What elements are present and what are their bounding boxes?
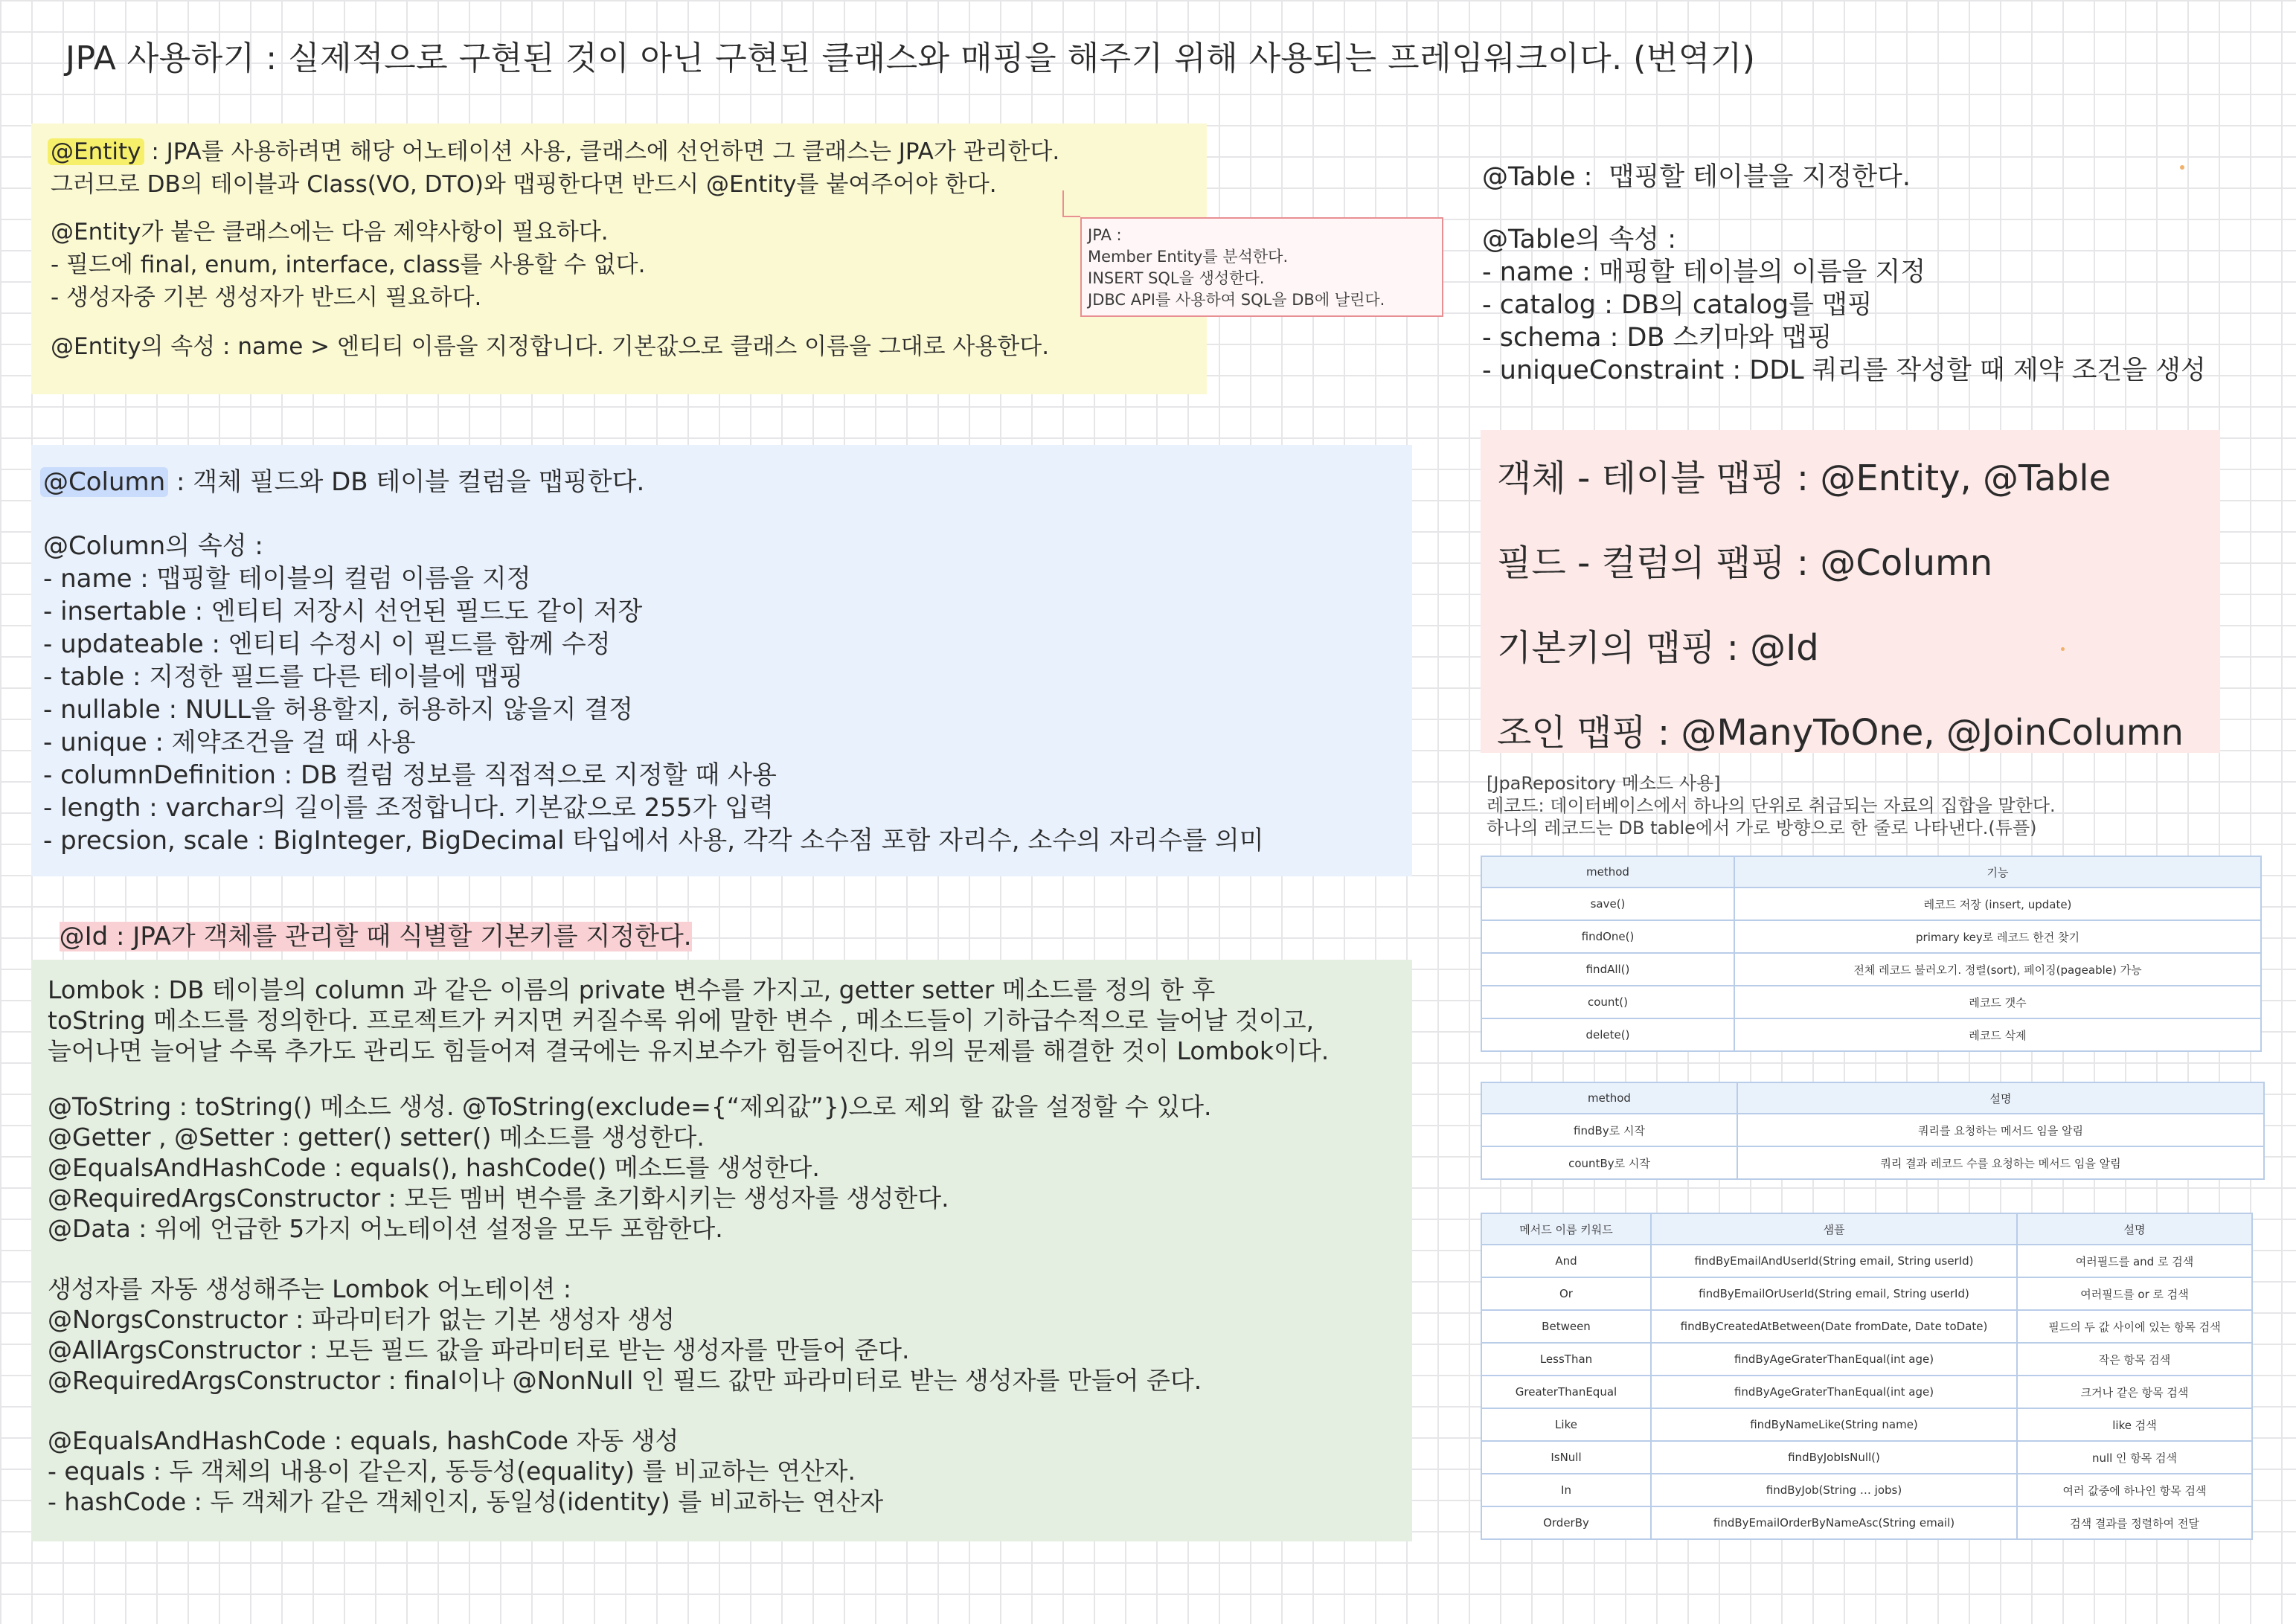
list-item: @Table의 속성 : — [1482, 225, 1676, 254]
note-connector — [1062, 190, 1065, 217]
table-row: countBy로 시작 쿼리 결과 레코드 수를 요청하는 메서드 임을 알림 — [1481, 1146, 2264, 1179]
lombok-text — [48, 975, 1329, 1517]
list-item: - 생성자중 기본 생성자가 반드시 필요하다. — [51, 284, 482, 311]
table-header: 샘플 — [1651, 1213, 2017, 1245]
table-attrs — [1482, 223, 2206, 387]
table-header: 기능 — [1734, 856, 2261, 888]
entity-intro: @Entity : JPA를 사용하려면 해당 어노테이션 사용, 클래스에 선언하면 그 클래스는 JPA가 관리한다. — [51, 135, 1059, 168]
list-item: - catalog : DB의 catalog를 맵핑 — [1482, 290, 1873, 320]
list-item: - unique : 제약조건을 걸 때 사용 — [43, 728, 416, 757]
table-row: OrderBy findByEmailOrderByNameAsc(String email) 검색 결과를 정렬하여 전달 — [1481, 1506, 2252, 1539]
decorative-dot — [2061, 647, 2065, 651]
entity-attr: @Entity의 속성 : name > 엔티티 이름을 지정합니다. 기본값으로 클래스 이름을 그대로 사용한다. — [51, 333, 1050, 360]
lombok-intro — [48, 975, 1329, 1066]
list-item: @EqualsAndHashCode : equals, hashCode 자동 생성 — [48, 1426, 679, 1455]
table-row: And findByEmailAndUserId(String email, String userId) 여러필드를 and 로 검색 — [1481, 1245, 2252, 1277]
entity-line2: 그러므로 DB의 테이블과 Class(VO, DTO)와 맵핑한다면 반드시 @Entity를 붙여주어야 한다. — [51, 171, 997, 198]
table-header: 설명 — [1737, 1082, 2264, 1114]
table-row: Like findByNameLike(String name) like 검색 — [1481, 1408, 2252, 1441]
list-item: - nullable : NULL을 허용할지, 허용하지 않을지 결정 — [43, 695, 633, 725]
list-item: - name : 맵핑할 테이블의 컬럼 이름을 지정 — [43, 564, 531, 594]
table-row: findBy로 시작 쿼리를 요청하는 메서드 임을 알림 — [1481, 1114, 2264, 1146]
list-item: - columnDefinition : DB 컬럼 정보를 직접적으로 지정할 때 사용 — [43, 760, 777, 790]
list-item: @Data : 위에 언급한 5가지 어노테이션 설정을 모두 포함한다. — [48, 1214, 723, 1243]
list-item: - length : varchar의 길이를 조정합니다. 기본값으로 255가 입력 — [43, 793, 774, 823]
method-keyword-table — [1481, 1213, 2253, 1540]
id-line: @Id : JPA가 객체를 관리할 때 식별할 기본키를 지정한다. — [59, 922, 692, 951]
entity-constraints — [51, 216, 1059, 314]
list-item: 생성자를 자동 생성해주는 Lombok 어노테이션 : — [48, 1274, 572, 1303]
table-annotation-section — [1482, 161, 2206, 387]
column-text — [43, 466, 1264, 857]
list-item: - precsion, scale : BigInteger, BigDecimal 타입에서 사용, 각각 소수점 포함 자리수, 소수의 자리수를 의미 — [43, 826, 1264, 856]
table-header: method — [1481, 856, 1734, 888]
entity-text — [51, 135, 1059, 363]
table-row: delete() 레코드 삭제 — [1481, 1018, 2261, 1051]
list-item: - insertable : 엔티티 저장시 선언된 필드도 같이 저장 — [43, 597, 643, 626]
table-row: In findByJob(String … jobs) 여러 값중에 하나인 항목 검색 — [1481, 1474, 2252, 1506]
list-item: - updateable : 엔티티 수정시 이 필드를 함께 수정 — [43, 629, 611, 659]
table-row: LessThan findByAgeGraterThanEqual(int age) 작은 항목 검색 — [1481, 1343, 2252, 1376]
table-row: GreaterThanEqual findByAgeGraterThanEqual(int age) 크거나 같은 항목 검색 — [1481, 1376, 2252, 1408]
list-item: - schema : DB 스키마와 맵핑 — [1482, 323, 1832, 353]
table-row: Or findByEmailOrUserId(String email, String userId) 여러필드를 or 로 검색 — [1481, 1277, 2252, 1310]
mapping-entity: 객체 - 테이블 맵핑 : @Entity, @Table — [1497, 458, 2111, 499]
list-item: - name : 매핑할 테이블의 이름을 지정 — [1482, 257, 1926, 287]
mapping-summary-text — [1497, 436, 2184, 775]
list-item: @RequiredArgsConstructor : 모든 멤버 변수를 초기화시키는 생성자를 생성한다. — [48, 1184, 949, 1213]
list-item: @Getter , @Setter : getter() setter() 메소드를 생성한다. — [48, 1123, 705, 1152]
list-item: toString 메소드를 정의한다. 프로젝트가 커지면 커질수록 위에 말한 변수 , 메소드들이 기하급수적으로 늘어날 것이고, — [48, 1006, 1315, 1035]
list-item: @AllArgsConstructor : 모든 필드 값을 파라미터로 받는 생성자를 만들어 준다. — [48, 1335, 910, 1364]
lombok-constructors — [48, 1274, 1329, 1396]
column-head: @Column : 객체 필드와 DB 테이블 컬럼을 맵핑한다. — [43, 466, 1264, 498]
mapping-column: 필드 - 컬럼의 팹핑 : @Column — [1497, 542, 1993, 584]
repo-heading: [JpaRepository 메소드 사용] — [1487, 773, 1721, 794]
note-connector — [1062, 216, 1080, 217]
repo-description: [JpaRepository 메소드 사용] 레코드: 데이터베이스에서 하나의 단위로 취급되는 자료의 집합을 말한다. 하나의 레코드는 DB table에서 가로 방향으로 한 줄로 나타낸다.(튜플) — [1487, 773, 2056, 838]
page-title: JPA 사용하기 : 실제적으로 구현된 것이 아닌 구현된 클래스와 매핑을 해주기 위해 사용되는 프레임워크이다. (번역기) — [65, 39, 1756, 77]
list-item: - 필드에 final, enum, interface, class를 사용할 수 없다. — [51, 251, 646, 278]
list-item: - uniqueConstraint : DDL 쿼리를 작성할 때 제약 조건을 생성 — [1482, 356, 2206, 385]
list-item: @Column의 속성 : — [43, 531, 263, 561]
jpa-note: JPA : Member Entity를 분석한다. INSERT SQL을 생성한다. JDBC API를 사용하여 SQL을 DB에 날린다. — [1080, 217, 1443, 317]
list-item: @Entity가 붙은 클래스에는 다음 제약사항이 필요하다. — [51, 219, 609, 245]
list-item: - equals : 두 객체의 내용이 같은지, 동등성(equality) 를 비교하는 연산자. — [48, 1457, 856, 1486]
list-item: @NorgsConstructor : 파라미터가 없는 기본 생성자 생성 — [48, 1305, 675, 1334]
table-header: 메서드 이름 키워드 — [1481, 1213, 1651, 1245]
table-header: method — [1481, 1082, 1737, 1114]
table-row: findAll() 전체 레코드 불러오기. 정렬(sort), 페이징(pageable) 가능 — [1481, 953, 2261, 986]
table-header: 설명 — [2017, 1213, 2252, 1245]
query-prefix-table — [1481, 1082, 2265, 1180]
column-attrs — [43, 530, 1264, 857]
table-row: save() 레코드 저장 (insert, update) — [1481, 888, 2261, 920]
table-row: Between findByCreatedAtBetween(Date fromDate, Date toDate) 필드의 두 값 사이에 있는 항목 검색 — [1481, 1310, 2252, 1343]
table-row: count() 레코드 갯수 — [1481, 986, 2261, 1018]
table-row: findOne() primary key로 레코드 한건 찾기 — [1481, 920, 2261, 953]
column-tag: @Column — [40, 467, 168, 497]
table-row: IsNull findByJobIsNull() null 인 항목 검색 — [1481, 1441, 2252, 1474]
list-item: - table : 지정한 필드를 다른 테이블에 맵핑 — [43, 662, 524, 692]
list-item: Lombok : DB 테이블의 column 과 같은 이름의 private 변수를 가지고, getter setter 메소드를 정의 한 후 — [48, 975, 1216, 1004]
mapping-id: 기본키의 맵핑 : @Id — [1497, 627, 1819, 669]
decorative-dot — [2180, 165, 2184, 170]
list-item: @ToString : toString() 메소드 생성. @ToString(exclude={“제외값”})으로 제외 할 값을 설정할 수 있다. — [48, 1092, 1212, 1121]
list-item: @RequiredArgsConstructor : final이나 @NonNull 인 필드 값만 파라미터로 받는 생성자를 만들어 준다. — [48, 1366, 1202, 1395]
entity-tag: @Entity — [48, 138, 144, 165]
repo-methods-table — [1481, 856, 2262, 1052]
table-head: @Table : 맵핑할 테이블을 지정한다. — [1482, 162, 1911, 192]
lombok-equals — [48, 1425, 1329, 1517]
lombok-annotations — [48, 1091, 1329, 1244]
list-item: - hashCode : 두 객체가 같은 객체인지, 동일성(identity) 를 비교하는 연산자 — [48, 1487, 884, 1516]
list-item: 늘어나면 늘어날 수록 추가도 관리도 힘들어져 결국에는 유지보수가 힘들어진다. 위의 문제를 해결한 것이 Lombok이다. — [48, 1036, 1330, 1065]
mapping-join: 조인 맵핑 : @ManyToOne, @JoinColumn — [1497, 712, 2184, 754]
list-item: @EqualsAndHashCode : equals(), hashCode() 메소드를 생성한다. — [48, 1153, 820, 1182]
